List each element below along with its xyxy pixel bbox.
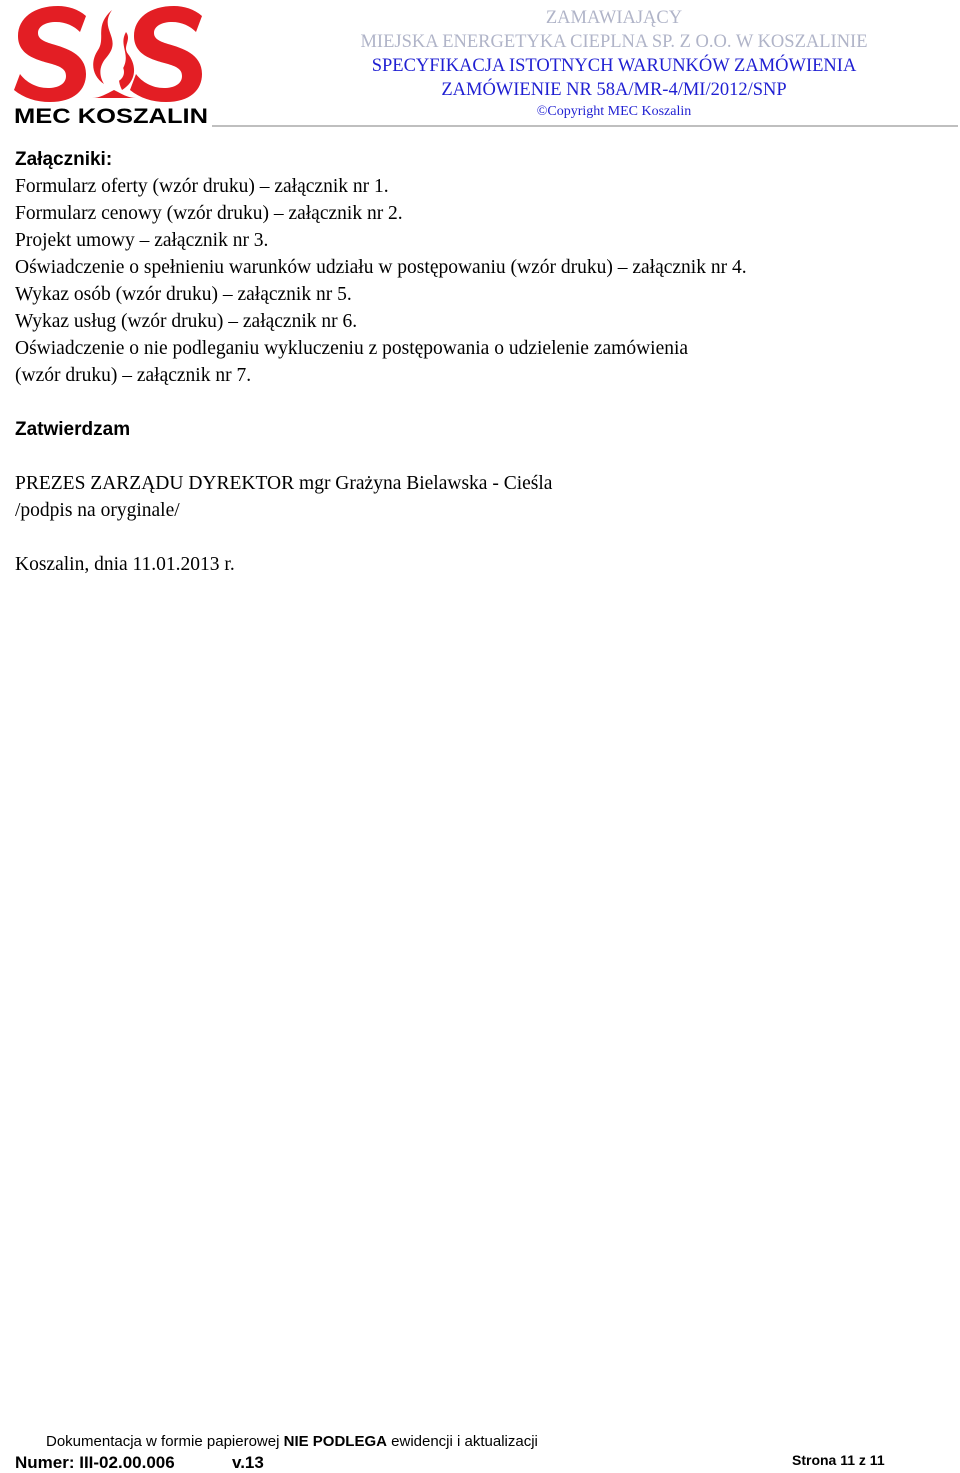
document-body — [15, 146, 945, 578]
attachment-item: Oświadczenie o nie podleganiu wykluczeniu z postępowania o udzielenie zamówienia — [15, 338, 689, 359]
header-specification-title: SPECYFIKACJA ISTOTNYCH WARUNKÓW ZAMÓWIENIA — [371, 56, 857, 76]
logo-wordmark: MEC KOSZALIN — [14, 105, 208, 126]
attachment-item: Oświadczenie o spełnieniu warunków udziału w postępowaniu (wzór druku) – załącznik nr 4. — [15, 257, 747, 278]
logo-right-s — [130, 6, 202, 102]
footer-version: v.13 — [232, 1453, 264, 1472]
footer-note-end: ewidencji i aktualizacji — [391, 1433, 538, 1450]
footer-note-start: Dokumentacja w formie papierowej — [46, 1433, 280, 1450]
signatory-name: PREZES ZARZĄDU DYREKTOR mgr Grażyna Bielawska - Cieśla — [15, 473, 553, 494]
header-copyright: ©Copyright MEC Koszalin — [536, 104, 692, 119]
footer-documentation-note — [46, 1433, 538, 1450]
attachment-item: Wykaz osób (wzór druku) – załącznik nr 5. — [15, 284, 352, 305]
attachment-item: Projekt umowy – załącznik nr 3. — [15, 230, 269, 251]
footer-note-emphasis: NIE PODLEGA — [283, 1433, 387, 1450]
place-and-date: Koszalin, dnia 11.01.2013 r. — [15, 554, 235, 575]
logo-flame-center — [104, 62, 124, 82]
attachment-item: Formularz cenowy (wzór druku) – załącznik nr 2. — [15, 203, 403, 224]
header-order-number: ZAMÓWIENIE NR 58A/MR-4/MI/2012/SNP — [441, 80, 787, 100]
header-company-name: MIEJSKA ENERGETYKA CIEPLNA SP. Z O.O. W KOSZALINIE — [360, 32, 868, 52]
logo-flame — [92, 10, 136, 98]
attachment-item: Wykaz usług (wzór druku) – załącznik nr 6. — [15, 311, 358, 332]
attachment-item: Formularz oferty (wzór druku) – załącznik nr 1. — [15, 176, 389, 197]
page-header — [0, 0, 960, 130]
approval-heading: Zatwierdzam — [15, 419, 131, 440]
header-titles — [276, 6, 952, 122]
signature-note: /podpis na oryginale/ — [15, 500, 180, 521]
mec-koszalin-logo — [14, 2, 210, 126]
header-divider — [212, 125, 958, 127]
header-ordering-party: ZAMAWIAJĄCY — [545, 8, 683, 28]
attachments-heading: Załączniki: — [15, 149, 113, 170]
footer-page-number: Strona 11 z 11 — [792, 1452, 885, 1468]
attachment-item: (wzór druku) – załącznik nr 7. — [15, 365, 252, 386]
footer-document-number: Numer: III-02.00.006 — [15, 1453, 175, 1472]
logo-left-s — [14, 6, 86, 102]
